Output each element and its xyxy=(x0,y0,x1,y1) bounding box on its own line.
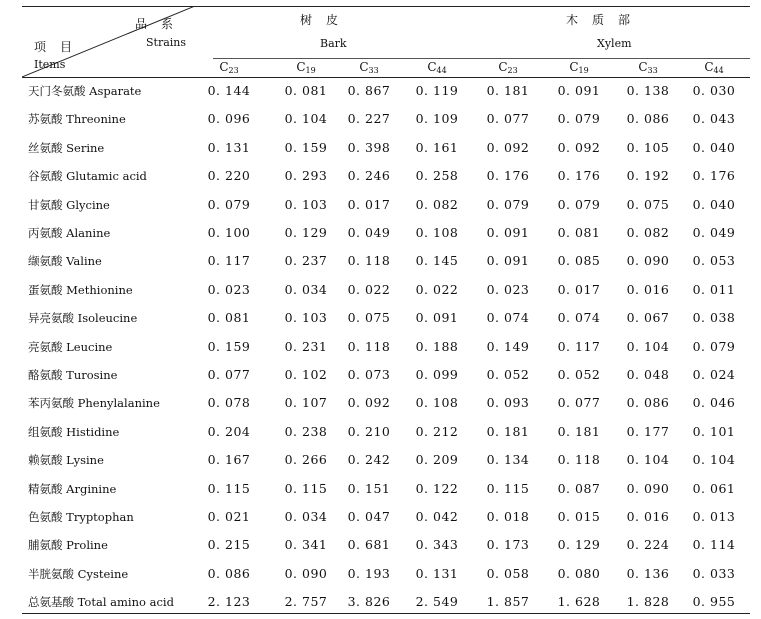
table-cell: 0. 087 xyxy=(557,480,601,496)
table-cell: 0. 079 xyxy=(207,196,251,212)
strains-header-zh: 品系 xyxy=(135,17,188,31)
column-header-subscript: 19 xyxy=(578,66,589,75)
table-row xyxy=(0,219,761,247)
table-cell: 0. 144 xyxy=(207,83,251,98)
table-cell: 0. 091 xyxy=(486,225,530,240)
table-cell: 0. 046 xyxy=(692,395,736,411)
table-cell: 0. 117 xyxy=(557,338,601,354)
row-label: 赖氨酸 Lysine xyxy=(28,453,104,468)
table-cell: 0. 176 xyxy=(557,168,601,184)
table-cell: 0. 092 xyxy=(347,395,391,411)
table-cell: 0. 107 xyxy=(284,395,328,411)
table-row xyxy=(0,418,761,446)
table-cell: 0. 075 xyxy=(626,196,670,212)
table-cell: 0. 079 xyxy=(557,111,601,127)
table-cell: 0. 034 xyxy=(284,281,328,297)
table-cell: 0. 238 xyxy=(284,423,328,439)
table-row xyxy=(0,560,761,588)
table-cell: 0. 011 xyxy=(692,281,736,297)
row-label: 丝氨酸 Serine xyxy=(28,140,105,155)
table-row xyxy=(0,77,761,105)
table-cell: 0. 118 xyxy=(557,452,601,468)
column-header-subscript: 23 xyxy=(228,66,239,75)
table-cell: 0. 681 xyxy=(347,537,391,553)
table-cell: 0. 074 xyxy=(557,310,601,326)
table-cell: 0. 077 xyxy=(557,395,601,411)
table-cell: 0. 237 xyxy=(284,253,328,269)
column-header-prefix: C xyxy=(498,60,508,74)
table-cell: 0. 103 xyxy=(284,196,328,212)
table-cell: 0. 129 xyxy=(284,225,328,240)
table-cell: 0. 104 xyxy=(692,452,736,468)
table-cell: 0. 215 xyxy=(207,537,251,553)
table-cell: 0. 115 xyxy=(207,480,251,496)
table-cell: 0. 224 xyxy=(626,537,670,553)
column-header-subscript: 44 xyxy=(436,66,447,75)
xylem-group-header-zh: 木质部 xyxy=(566,13,645,27)
column-header-subscript: 44 xyxy=(713,66,724,75)
table-cell: 0. 017 xyxy=(557,281,601,297)
table-bottom-rule xyxy=(22,613,750,614)
xylem-group-rule xyxy=(469,58,750,59)
table-cell: 0. 016 xyxy=(626,281,670,297)
column-header-subscript: 23 xyxy=(507,66,518,75)
table-cell: 0. 151 xyxy=(347,480,391,496)
table-cell: 0. 042 xyxy=(415,509,459,524)
table-cell: 0. 013 xyxy=(692,509,736,524)
table-cell: 0. 080 xyxy=(557,565,601,581)
row-label: 甘氨酸 Glycine xyxy=(28,197,110,212)
bark-group-header-zh: 树皮 xyxy=(300,13,353,27)
table-cell: 0. 023 xyxy=(207,281,251,297)
table-cell: 0. 173 xyxy=(486,537,530,553)
table-cell: 0. 081 xyxy=(207,310,251,326)
table-cell: 0. 082 xyxy=(626,225,670,240)
table-cell: 0. 104 xyxy=(626,452,670,468)
table-cell: 0. 104 xyxy=(284,111,328,127)
table-cell: 1. 828 xyxy=(626,594,670,610)
table-cell: 0. 210 xyxy=(347,423,391,439)
table-cell: 0. 109 xyxy=(415,111,459,127)
table-cell: 0. 136 xyxy=(626,565,670,581)
table-cell: 0. 077 xyxy=(207,367,251,382)
column-header xyxy=(689,60,739,75)
column-header-prefix: C xyxy=(569,60,579,74)
table-cell: 0. 024 xyxy=(692,367,736,382)
row-label: 缬氨酸 Valine xyxy=(28,254,102,269)
table-cell: 0. 129 xyxy=(557,537,601,553)
table-cell: 0. 159 xyxy=(284,139,328,155)
table-cell: 0. 258 xyxy=(415,168,459,184)
items-header-zh: 项目 xyxy=(34,40,87,54)
table-row xyxy=(0,105,761,133)
table-cell: 0. 134 xyxy=(486,452,530,468)
table-cell: 0. 099 xyxy=(415,367,459,382)
table-cell: 0. 293 xyxy=(284,168,328,184)
table-cell: 0. 082 xyxy=(415,196,459,212)
table-cell: 0. 048 xyxy=(626,367,670,382)
column-header-subscript: 19 xyxy=(305,66,316,75)
table-cell: 0. 118 xyxy=(347,253,391,269)
table-cell: 0. 138 xyxy=(626,83,670,98)
table-cell: 3. 826 xyxy=(347,594,391,610)
table-cell: 0. 115 xyxy=(284,480,328,496)
xylem-group-header-en: Xylem xyxy=(597,37,632,50)
table-row xyxy=(0,333,761,361)
column-header-prefix: C xyxy=(427,60,437,74)
table-cell: 0. 079 xyxy=(486,196,530,212)
table-cell: 0. 145 xyxy=(415,253,459,269)
table-row xyxy=(0,446,761,474)
table-cell: 0. 955 xyxy=(692,594,736,610)
table-cell: 0. 061 xyxy=(692,480,736,496)
table-cell: 0. 231 xyxy=(284,338,328,354)
table-cell: 0. 149 xyxy=(486,338,530,354)
row-label: 丙氨酸 Alanine xyxy=(28,226,111,240)
table-row xyxy=(0,475,761,503)
items-header-en: Items xyxy=(34,58,66,71)
row-label: 半胱氨酸 Cysteine xyxy=(28,566,129,581)
table-cell: 0. 075 xyxy=(347,310,391,326)
table-cell: 0. 047 xyxy=(347,509,391,524)
table-cell: 0. 220 xyxy=(207,168,251,184)
row-label: 天门冬氨酸 Asparate xyxy=(28,84,142,98)
table-cell: 0. 115 xyxy=(486,480,530,496)
table-cell: 0. 053 xyxy=(692,253,736,269)
row-label: 蛋氨酸 Methionine xyxy=(28,282,133,297)
table-cell: 0. 117 xyxy=(207,253,251,269)
table-cell: 0. 092 xyxy=(486,139,530,155)
table-cell: 0. 073 xyxy=(347,367,391,382)
table-cell: 0. 081 xyxy=(284,83,328,98)
table-cell: 0. 018 xyxy=(486,509,530,524)
table-cell: 0. 104 xyxy=(626,338,670,354)
column-header xyxy=(483,60,533,75)
table-cell: 0. 077 xyxy=(486,111,530,127)
table-cell: 0. 181 xyxy=(557,423,601,439)
table-cell: 0. 086 xyxy=(626,395,670,411)
bark-group-rule xyxy=(213,58,469,59)
table-cell: 0. 040 xyxy=(692,139,736,155)
table-cell: 0. 086 xyxy=(207,565,251,581)
table-cell: 0. 227 xyxy=(347,111,391,127)
table-cell: 0. 341 xyxy=(284,537,328,553)
table-cell: 0. 052 xyxy=(557,367,601,382)
table-cell: 0. 081 xyxy=(557,225,601,240)
table-cell: 0. 246 xyxy=(347,168,391,184)
table-cell: 0. 030 xyxy=(692,83,736,98)
column-header xyxy=(623,60,673,75)
table-cell: 0. 090 xyxy=(284,565,328,581)
table-cell: 0. 266 xyxy=(284,452,328,468)
table-cell: 0. 093 xyxy=(486,395,530,411)
strains-header-en: Strains xyxy=(146,36,187,49)
row-label: 苏氨酸 Threonine xyxy=(28,112,126,127)
table-cell: 0. 090 xyxy=(626,480,670,496)
row-label: 脯氨酸 Proline xyxy=(28,538,108,553)
table-cell: 0. 176 xyxy=(486,168,530,184)
table-cell: 0. 181 xyxy=(486,83,530,98)
table-row xyxy=(0,304,761,332)
table-cell: 0. 209 xyxy=(415,452,459,468)
table-cell: 0. 052 xyxy=(486,367,530,382)
table-cell: 0. 867 xyxy=(347,83,391,98)
table-cell: 0. 038 xyxy=(692,310,736,326)
table-cell: 0. 021 xyxy=(207,509,251,524)
row-label: 色氨酸 Tryptophan xyxy=(28,510,134,524)
table-cell: 0. 108 xyxy=(415,395,459,411)
row-label: 酪氨酸 Turosine xyxy=(28,368,118,382)
table-cell: 0. 177 xyxy=(626,423,670,439)
table-cell: 0. 022 xyxy=(415,281,459,297)
table-row xyxy=(0,162,761,190)
table-cell: 0. 114 xyxy=(692,537,736,553)
table-cell: 2. 123 xyxy=(207,594,251,610)
column-header xyxy=(554,60,604,75)
table-cell: 0. 067 xyxy=(626,310,670,326)
table-cell: 1. 628 xyxy=(557,594,601,610)
table-row xyxy=(0,588,761,616)
column-header xyxy=(204,60,254,75)
row-label: 总氨基酸 Total amino acid xyxy=(28,595,174,610)
table-cell: 0. 034 xyxy=(284,509,328,524)
table-row xyxy=(0,247,761,275)
column-header-prefix: C xyxy=(638,60,648,74)
column-header xyxy=(281,60,331,75)
table-cell: 0. 043 xyxy=(692,111,736,127)
column-header xyxy=(344,60,394,75)
table-cell: 0. 193 xyxy=(347,565,391,581)
table-cell: 0. 161 xyxy=(415,139,459,155)
table-cell: 0. 131 xyxy=(207,139,251,155)
table-cell: 0. 022 xyxy=(347,281,391,297)
table-cell: 0. 192 xyxy=(626,168,670,184)
table-cell: 2. 549 xyxy=(415,594,459,610)
table-cell: 0. 079 xyxy=(557,196,601,212)
table-cell: 0. 079 xyxy=(692,338,736,354)
table-cell: 0. 167 xyxy=(207,452,251,468)
table-row xyxy=(0,531,761,559)
table-cell: 0. 090 xyxy=(626,253,670,269)
column-header-prefix: C xyxy=(219,60,229,74)
table-cell: 0. 049 xyxy=(692,225,736,240)
table-cell: 0. 074 xyxy=(486,310,530,326)
column-header-prefix: C xyxy=(704,60,714,74)
table-cell: 0. 091 xyxy=(486,253,530,269)
column-header xyxy=(412,60,462,75)
row-label: 组氨酸 Histidine xyxy=(28,424,120,439)
table-cell: 0. 103 xyxy=(284,310,328,326)
table-cell: 0. 017 xyxy=(347,196,391,212)
table-cell: 0. 176 xyxy=(692,168,736,184)
table-cell: 0. 096 xyxy=(207,111,251,127)
table-cell: 2. 757 xyxy=(284,594,328,610)
table-cell: 0. 016 xyxy=(626,509,670,524)
column-header-subscript: 33 xyxy=(368,66,379,75)
row-label: 谷氨酸 Glutamic acid xyxy=(28,169,147,184)
table-cell: 0. 058 xyxy=(486,565,530,581)
table-row xyxy=(0,503,761,531)
table-cell: 0. 119 xyxy=(415,83,459,98)
row-label: 亮氨酸 Leucine xyxy=(28,339,113,354)
table-cell: 0. 101 xyxy=(692,423,736,439)
table-cell: 0. 122 xyxy=(415,480,459,496)
table-cell: 0. 015 xyxy=(557,509,601,524)
row-label: 苯丙氨酸 Phenylalanine xyxy=(28,396,160,411)
table-row xyxy=(0,389,761,417)
table-cell: 0. 092 xyxy=(557,139,601,155)
row-label: 异亮氨酸 Isoleucine xyxy=(28,311,138,326)
table-cell: 0. 398 xyxy=(347,139,391,155)
table-cell: 0. 212 xyxy=(415,423,459,439)
table-cell: 0. 242 xyxy=(347,452,391,468)
table-cell: 0. 091 xyxy=(415,310,459,326)
table-row xyxy=(0,276,761,304)
table-cell: 0. 108 xyxy=(415,225,459,240)
table-cell: 0. 091 xyxy=(557,83,601,98)
column-header-prefix: C xyxy=(296,60,306,74)
table-row xyxy=(0,361,761,389)
table-cell: 0. 100 xyxy=(207,225,251,240)
column-header-subscript: 33 xyxy=(647,66,658,75)
table-cell: 0. 204 xyxy=(207,423,251,439)
table-cell: 0. 078 xyxy=(207,395,251,411)
table-cell: 0. 033 xyxy=(692,565,736,581)
table-cell: 0. 023 xyxy=(486,281,530,297)
table-cell: 0. 105 xyxy=(626,139,670,155)
bark-group-header-en: Bark xyxy=(320,37,347,50)
table-cell: 0. 049 xyxy=(347,225,391,240)
table-row xyxy=(0,191,761,219)
row-label: 精氨酸 Arginine xyxy=(28,481,117,496)
table-row xyxy=(0,134,761,162)
table-cell: 0. 188 xyxy=(415,338,459,354)
table-cell: 0. 118 xyxy=(347,338,391,354)
table-cell: 0. 131 xyxy=(415,565,459,581)
table-cell: 0. 085 xyxy=(557,253,601,269)
table-cell: 0. 086 xyxy=(626,111,670,127)
table-cell: 0. 181 xyxy=(486,423,530,439)
table-cell: 0. 040 xyxy=(692,196,736,212)
table-cell: 1. 857 xyxy=(486,594,530,610)
table-cell: 0. 343 xyxy=(415,537,459,553)
table-cell: 0. 102 xyxy=(284,367,328,382)
table-cell: 0. 159 xyxy=(207,338,251,354)
column-header-prefix: C xyxy=(359,60,369,74)
